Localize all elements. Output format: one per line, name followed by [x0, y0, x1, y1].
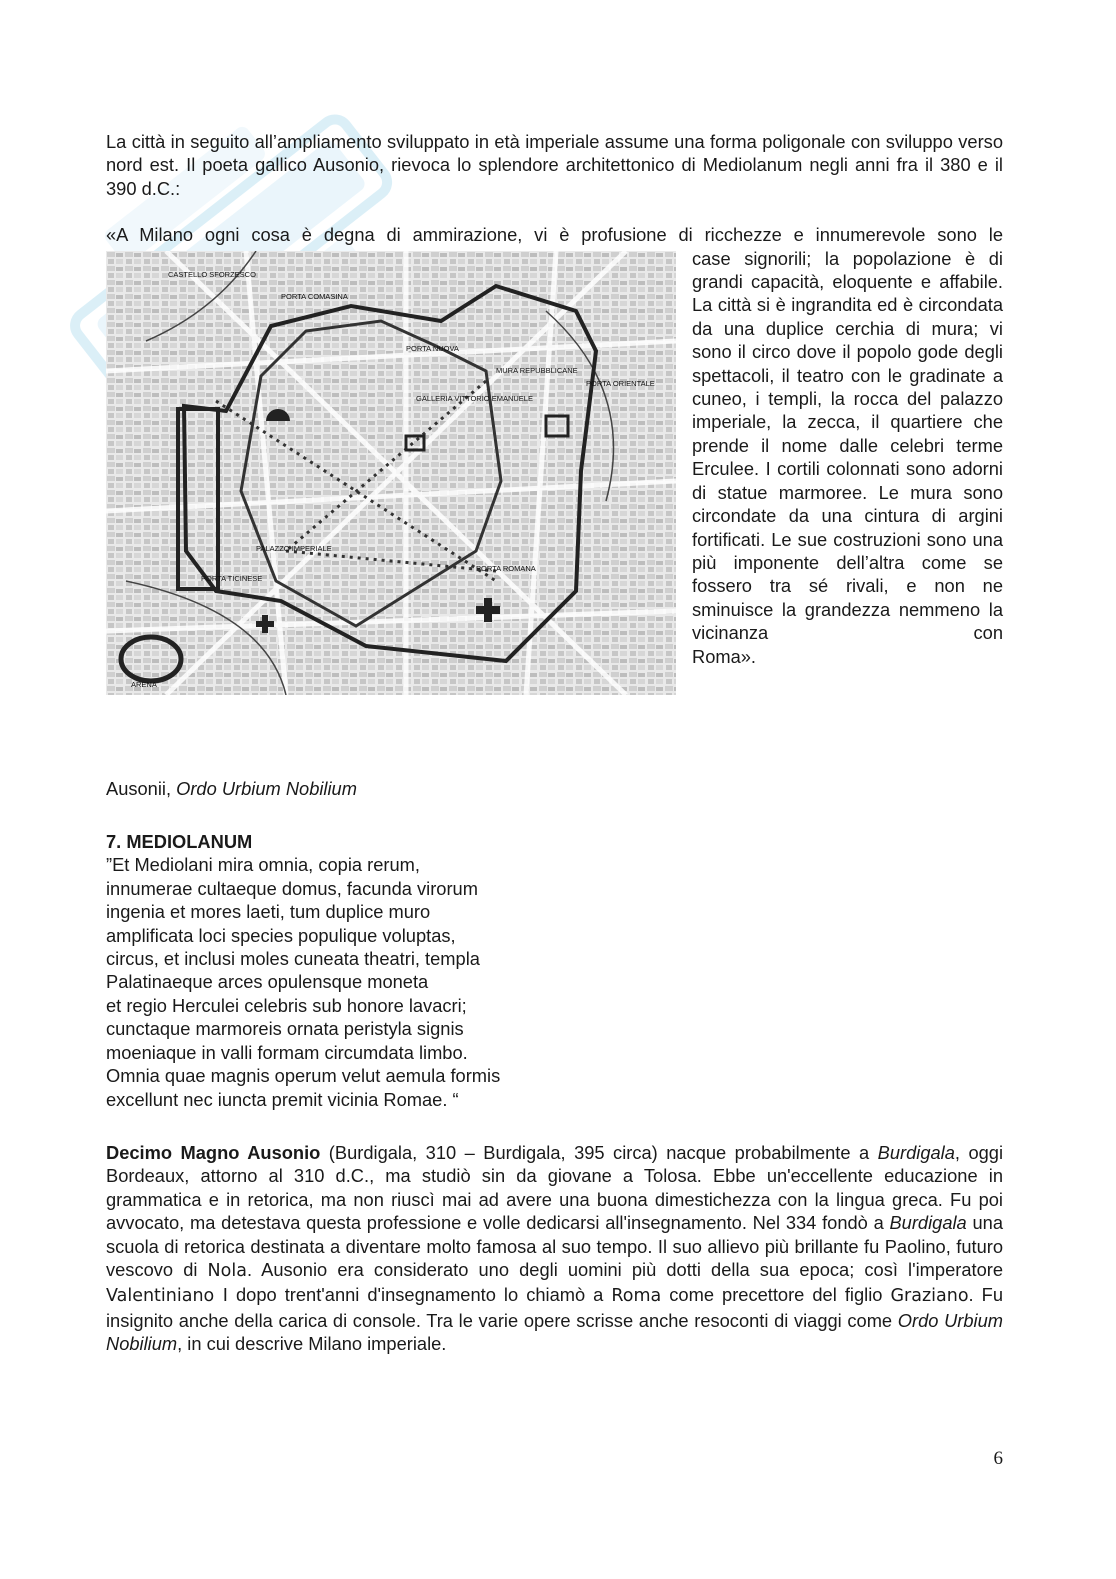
- map-label-castle: CASTELLO SFORZESCO: [168, 269, 256, 279]
- map-and-quote: [106, 247, 1003, 697]
- bio-text: dopo trent'anni d'insegnamento lo chiamò a: [227, 1284, 612, 1306]
- map-label-porta-romana: PORTA ROMANA: [476, 563, 536, 573]
- latin-line: moeniaque in valli formam circumdata limbo.: [106, 1041, 468, 1063]
- quote-continued: [692, 247, 1003, 668]
- milan-roman-walls-map: [106, 251, 676, 695]
- map-label-porta-nuova: PORTA NUOVA: [406, 343, 459, 353]
- bio-link-valentiniano: Valentiniano I: [106, 1286, 228, 1307]
- bio-text: , oggi Bordeaux, attorno al 310 d.C., ma studiò sin da giovane a Tolosa. Ebbe un'eccellente educazione in grammatica e in retorica, ma non riuscì mai ad avere una buona dimestichezza con la lingua greca. Fu poi avvocato, ma detestava questa professione e volle dedicarsi all'insegnamento. Nel 334 fondò a: [106, 1141, 1004, 1234]
- bio-place: Burdigala: [877, 1141, 955, 1163]
- latin-line: amplificata loci species populique voluptas,: [106, 924, 456, 946]
- source-author: Ausonii,: [106, 777, 177, 799]
- latin-line: Omnia quae magnis operum velut aemula formis: [106, 1065, 501, 1087]
- quote-first-line: «A Milano ogni cosa è degna di ammirazione, vi è profusione di ricchezze e innumerevole sono le: [106, 224, 1003, 246]
- map-label-palazzo: PALAZZO IMPERIALE: [256, 543, 332, 553]
- section-heading: 7. MEDIOLANUM: [106, 831, 253, 853]
- bio-work-title: Ordo Urbium Nobilium: [106, 1309, 1003, 1355]
- bio-link-roma: Roma: [611, 1286, 662, 1307]
- bio-name: Decimo Magno Ausonio: [106, 1141, 321, 1163]
- latin-line: Palatinaeque arces opulensque moneta: [106, 971, 429, 993]
- bio-link-nola: Nola: [207, 1260, 247, 1281]
- latin-line: innumerae cultaeque domus, facunda virorum: [106, 877, 478, 899]
- map-label-galleria: GALLERIA VITTORIO EMANUELE: [416, 393, 533, 403]
- latin-line: ”Et Mediolani mira omnia, copia rerum,: [106, 854, 420, 876]
- latin-line: excellunt nec iuncta premit vicinia Romae. “: [106, 1088, 459, 1110]
- map-label-porta-comasina: PORTA COMASINA: [281, 291, 348, 301]
- bio-place: Burdigala: [889, 1212, 967, 1234]
- bio-text: una scuola di retorica destinata a diventare molto famosa al suo tempo. Il suo allievo più brillante fu Paolino, futuro vescovo di: [106, 1212, 1003, 1280]
- page-number: 6: [993, 1448, 1003, 1469]
- quote-source: [106, 777, 1003, 800]
- latin-line: ingenia et mores laeti, tum duplice muro: [106, 901, 431, 923]
- bio-text: come precettore del figlio: [661, 1284, 891, 1306]
- map-label-porta-ticinese: PORTA TICINESE: [201, 573, 263, 583]
- source-title: Ordo Urbium Nobilium: [176, 777, 357, 799]
- map-label-porta-orientale: PORTA ORIENTALE: [586, 378, 655, 388]
- latin-line: et regio Herculei celebris sub honore lavacri;: [106, 994, 467, 1016]
- page-content: [106, 130, 1003, 1356]
- latin-line: circus, et inclusi moles cuneata theatri, templa: [106, 948, 480, 970]
- bio-text: . Fu insignito anche della carica di console. Tra le varie opere scrisse anche resoconti di viaggi come: [106, 1284, 1004, 1331]
- map-label-mura-repubblicane: MURA REPUBBLICANE: [496, 365, 578, 375]
- bio-text: , in cui descrive Milano imperiale.: [177, 1333, 447, 1355]
- biography-paragraph: [106, 1141, 1003, 1356]
- map-label-arena: ARENA: [131, 679, 157, 689]
- quote-last-line: Roma».: [692, 645, 757, 667]
- bio-text: (Burdigala, 310 – Burdigala, 395 circa) nacque probabilmente a: [320, 1141, 878, 1163]
- quote-continued-text: case signorili; la popolazione è di grandi capacità, eloquente e affabile. La città si è ingrandita ed è circondata da una duplice cerchia di mura; vi sono il circo dove il popolo gode degli spettacoli, il teatro con le gradinate a cuneo, i templi, la rocca del palazzo imperiale, la zecca, il quartiere che prende il nome dalle celebri terme Erculee. I cortili colonnati sono adorni di statue marmoree. Le mura sono circondate da una cintura di argini fortificati. Le sue costruzioni sono una più imponente dell’altra come se fossero tra sé rivali, e non ne sminuisce la grandezza nemmeno la vicinanza con: [692, 247, 1003, 644]
- bio-link-graziano: Graziano: [890, 1286, 969, 1307]
- intro-paragraph: La città in seguito all’ampliamento sviluppato in età imperiale assume una forma poligonale con sviluppo verso nord est. Il poeta gallico Ausonio, rievoca lo splendore architettonico di Mediolanum negli anni fra il 380 e il 390 d.C.:: [106, 131, 1003, 199]
- latin-line: cunctaque marmoreis ornata peristyla signis: [106, 1018, 464, 1040]
- latin-verse: [106, 853, 1003, 1110]
- bio-text: . Ausonio era considerato uno degli uomini più dotti della sua epoca; così l'imperatore: [246, 1258, 1003, 1280]
